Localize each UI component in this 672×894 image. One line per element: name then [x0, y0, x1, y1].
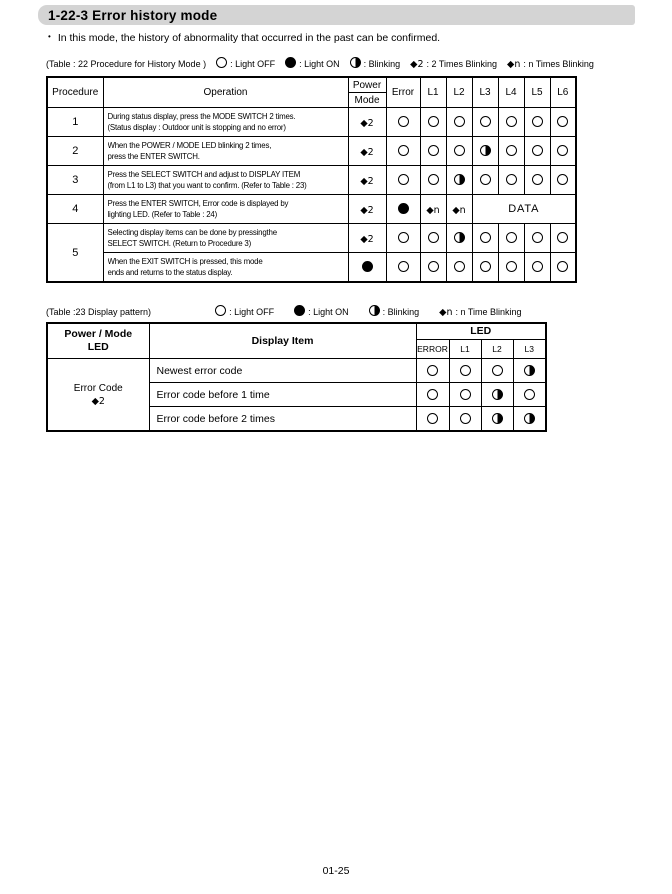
operation-cell: [103, 253, 348, 283]
led-state-cell: [420, 166, 446, 195]
error-code-group-cell: [47, 359, 149, 432]
led-blink-icon: [350, 57, 361, 68]
power-mode-cell: [348, 166, 386, 195]
led-off-icon: [460, 365, 471, 376]
display-pattern-row: [47, 359, 546, 383]
power-mode-led-line2: LED: [87, 341, 109, 353]
operation-text: [104, 167, 348, 194]
table22-legend: [46, 57, 604, 70]
legend-item-label: : Light OFF: [229, 307, 275, 317]
led-state-cell: [446, 108, 472, 137]
diamond-n-blink-symbol: ◆n: [426, 205, 440, 216]
led-off-icon: [557, 174, 568, 185]
led-off-icon: [506, 174, 517, 185]
led-blink-icon: [524, 413, 535, 424]
led-off-icon: [460, 413, 471, 424]
led-state-cell: [449, 407, 481, 432]
led-blink-icon: [524, 365, 535, 376]
col-header-power-mode-led: [47, 323, 149, 359]
operation-cell: [103, 195, 348, 224]
power-mode-cell: [348, 108, 386, 137]
col-header-l6: L6: [550, 77, 576, 108]
led-state-cell: [386, 137, 420, 166]
section-title: 1-22-3 Error history mode: [48, 7, 218, 23]
led-off-icon: [506, 261, 517, 272]
diamond-2-blink-symbol: ◆2: [91, 395, 105, 407]
led-off-icon: [398, 232, 409, 243]
led-state-cell: [472, 137, 498, 166]
led-blink-icon: [369, 305, 380, 316]
led-state-cell: [550, 166, 576, 195]
page-number: 01-25: [322, 865, 350, 877]
legend-item: [215, 307, 274, 317]
operation-text-line: During status display, press the MODE SWITCH 2 times.: [107, 111, 296, 121]
operation-text-line: Press the ENTER SWITCH, Error code is displayed by: [107, 198, 289, 208]
led-state-cell: [449, 359, 481, 383]
led-state-cell: [446, 195, 472, 224]
led-blink-icon: [480, 145, 491, 156]
led-off-icon: [398, 116, 409, 127]
led-state-cell: [524, 137, 550, 166]
table23-legend: [46, 305, 542, 318]
led-state-cell: [449, 383, 481, 407]
led-state-cell: [498, 253, 524, 283]
col-header-procedure: Procedure: [47, 77, 103, 108]
diamond-n-blink-symbol: ◆n: [452, 205, 466, 216]
display-item-cell: Error code before 1 time: [149, 383, 416, 407]
bullet-icon: •: [48, 32, 51, 41]
led-off-icon: [428, 116, 439, 127]
led-state-cell: [524, 166, 550, 195]
led-off-icon: [480, 232, 491, 243]
legend-item-label: : Light ON: [299, 59, 340, 69]
legend-item-label: : Blinking: [363, 59, 401, 69]
led-on-icon: [362, 261, 373, 272]
table22-caption: (Table : 22 Procedure for History Mode ): [46, 59, 207, 69]
led-state-cell: [386, 166, 420, 195]
led-off-icon: [557, 116, 568, 127]
legend-item: [294, 307, 349, 317]
led-state-cell: [446, 166, 472, 195]
diamond-n-blink-symbol: ◆n: [507, 59, 521, 70]
diamond-2-blink-symbol: ◆2: [360, 234, 374, 245]
led-state-cell: [420, 137, 446, 166]
led-blink-icon: [492, 389, 503, 400]
led-state-cell: [416, 359, 449, 383]
led-state-cell: [513, 359, 546, 383]
legend-item-label: : n Time Blinking: [455, 307, 522, 317]
led-blink-icon: [454, 174, 465, 185]
led-state-cell: [446, 253, 472, 283]
led-state-cell: [416, 383, 449, 407]
operation-text-line: When the POWER / MODE LED blinking 2 times,: [107, 140, 272, 150]
operation-text: [104, 138, 348, 165]
led-off-icon: [532, 232, 543, 243]
led-off-icon: [215, 305, 226, 316]
display-pattern-table: [46, 322, 547, 432]
procedure-row: [47, 137, 576, 166]
col-header-operation: Operation: [103, 77, 348, 108]
led-off-icon: [428, 261, 439, 272]
power-mode-cell: [348, 224, 386, 253]
procedure-number-cell: 4: [47, 195, 103, 224]
operation-cell: [103, 108, 348, 137]
led-off-icon: [532, 145, 543, 156]
power-mode-cell: [348, 253, 386, 283]
led-state-cell: [472, 166, 498, 195]
operation-text-line: (from L1 to L3) that you want to confirm. (Refer to Table : 23): [107, 180, 307, 190]
led-off-icon: [532, 261, 543, 272]
legend-item: [350, 59, 401, 69]
legend-item: [216, 59, 275, 69]
display-item-cell: Newest error code: [149, 359, 416, 383]
operation-text-line: (Status display : Outdoor unit is stopping and no error): [107, 122, 286, 132]
led-state-cell: [416, 407, 449, 432]
led-off-icon: [398, 174, 409, 185]
led-off-icon: [532, 174, 543, 185]
led-state-cell: [524, 108, 550, 137]
legend-item: [507, 59, 594, 69]
led-off-icon: [557, 232, 568, 243]
led-off-icon: [506, 232, 517, 243]
operation-cell: [103, 166, 348, 195]
table23-caption: (Table :23 Display pattern): [46, 307, 152, 317]
led-off-icon: [532, 116, 543, 127]
col-header-led-group: LED: [416, 323, 546, 340]
section-title-bar: [38, 5, 635, 25]
led-off-icon: [480, 174, 491, 185]
led-blink-icon: [492, 413, 503, 424]
legend-item-label: : Light ON: [308, 307, 349, 317]
display-item-cell: Error code before 2 times: [149, 407, 416, 432]
led-off-icon: [460, 389, 471, 400]
led-off-icon: [427, 365, 438, 376]
operation-text: [104, 196, 348, 223]
col-header-l1: L1: [420, 77, 446, 108]
led-off-icon: [557, 261, 568, 272]
legend-item: [439, 307, 521, 317]
diamond-2-blink-symbol: ◆2: [360, 118, 374, 129]
col-header-error: ERROR: [416, 340, 449, 359]
diamond-2-blink-symbol: ◆2: [360, 205, 374, 216]
led-off-icon: [480, 261, 491, 272]
procedure-number-cell: 1: [47, 108, 103, 137]
led-state-cell: [420, 253, 446, 283]
operation-cell: [103, 224, 348, 253]
col-header-l2: L2: [481, 340, 513, 359]
led-off-icon: [398, 145, 409, 156]
led-state-cell: [550, 108, 576, 137]
col-header-mode: Mode: [348, 93, 386, 108]
led-state-cell: [386, 108, 420, 137]
led-state-cell: [481, 407, 513, 432]
table23-legend-items: [215, 307, 541, 317]
operation-text: [104, 254, 348, 281]
led-state-cell: [420, 108, 446, 137]
power-mode-cell: [348, 137, 386, 166]
col-header-error: Error: [386, 77, 420, 108]
intro-line: [48, 32, 440, 44]
diamond-2-blink-symbol: ◆2: [360, 147, 374, 158]
led-state-cell: [513, 383, 546, 407]
procedure-number-cell: 3: [47, 166, 103, 195]
procedure-number-cell: 2: [47, 137, 103, 166]
led-off-icon: [454, 145, 465, 156]
led-off-icon: [428, 232, 439, 243]
led-off-icon: [427, 413, 438, 424]
col-header-l3: L3: [472, 77, 498, 108]
col-header-l3: L3: [513, 340, 546, 359]
led-state-cell: [550, 253, 576, 283]
led-off-icon: [454, 261, 465, 272]
led-off-icon: [454, 116, 465, 127]
operation-text-line: When the EXIT SWITCH is pressed, this mode: [107, 256, 263, 266]
led-state-cell: [446, 224, 472, 253]
operation-text-line: press the ENTER SWITCH.: [107, 151, 200, 161]
operation-text-line: Selecting display items can be done by pressingthe: [107, 227, 277, 237]
led-state-cell: [498, 137, 524, 166]
led-state-cell: [498, 108, 524, 137]
power-mode-led-line1: Power / Mode: [64, 328, 133, 340]
led-state-cell: [472, 253, 498, 283]
led-state-cell: [550, 224, 576, 253]
col-header-l1: L1: [449, 340, 481, 359]
diamond-2-blink-symbol: ◆2: [410, 59, 424, 70]
operation-cell: [103, 137, 348, 166]
legend-item-label: : 2 Times Blinking: [426, 59, 498, 69]
operation-text: [104, 109, 348, 136]
legend-item-label: : Blinking: [382, 307, 420, 317]
led-on-icon: [285, 57, 296, 68]
operation-text: [104, 225, 348, 252]
error-code-label: Error Code: [73, 382, 123, 394]
led-state-cell: [498, 224, 524, 253]
led-state-cell: [386, 253, 420, 283]
led-state-cell: [420, 195, 446, 224]
led-off-icon: [428, 145, 439, 156]
led-state-cell: [513, 407, 546, 432]
operation-text-line: ends and returns to the status display.: [107, 267, 233, 277]
procedure-number-cell: 5: [47, 224, 103, 283]
procedure-row: [47, 224, 576, 253]
col-header-display-item: Display Item: [149, 323, 416, 359]
col-header-power: Power: [348, 77, 386, 93]
legend-item-label: : n Times Blinking: [523, 59, 594, 69]
operation-text-line: Press the SELECT SWITCH and adjust to DISPLAY ITEM: [107, 169, 301, 179]
procedure-row: [47, 166, 576, 195]
procedure-row: [47, 195, 576, 224]
legend-item: [285, 59, 340, 69]
led-state-cell: [386, 195, 420, 224]
col-header-l4: L4: [498, 77, 524, 108]
led-on-icon: [398, 203, 409, 214]
col-header-l5: L5: [524, 77, 550, 108]
diamond-2-blink-symbol: ◆2: [360, 176, 374, 187]
procedure-row: [47, 108, 576, 137]
led-on-icon: [294, 305, 305, 316]
led-blink-icon: [454, 232, 465, 243]
led-off-icon: [506, 116, 517, 127]
led-state-cell: [524, 224, 550, 253]
led-off-icon: [480, 116, 491, 127]
error-code-symbol: [48, 395, 149, 408]
led-state-cell: [386, 224, 420, 253]
led-state-cell: [498, 166, 524, 195]
operation-text-line: SELECT SWITCH. (Return to Procedure 3): [107, 238, 252, 248]
led-off-icon: [492, 365, 503, 376]
table22-legend-items: [216, 59, 604, 69]
led-state-cell: [524, 253, 550, 283]
intro-text: In this mode, the history of abnormality that occurred in the past can be confirmed.: [57, 32, 441, 44]
led-off-icon: [557, 145, 568, 156]
led-off-icon: [427, 389, 438, 400]
legend-item: [369, 307, 420, 317]
led-off-icon: [428, 174, 439, 185]
led-off-icon: [524, 389, 535, 400]
history-procedure-table: [46, 76, 577, 283]
led-state-cell: [472, 224, 498, 253]
power-mode-cell: [348, 195, 386, 224]
led-state-cell: [446, 137, 472, 166]
led-off-icon: [398, 261, 409, 272]
legend-item-label: : Light OFF: [230, 59, 276, 69]
legend-item: [410, 59, 497, 69]
led-state-cell: [481, 359, 513, 383]
led-state-cell: [550, 137, 576, 166]
led-state-cell: [481, 383, 513, 407]
led-off-icon: [216, 57, 227, 68]
procedure-row: [47, 253, 576, 283]
col-header-l2: L2: [446, 77, 472, 108]
data-span-cell: DATA: [472, 195, 576, 224]
diamond-n-blink-symbol: ◆n: [439, 307, 453, 318]
led-state-cell: [420, 224, 446, 253]
operation-text-line: lighting LED. (Refer to Table : 24): [107, 209, 218, 219]
led-off-icon: [506, 145, 517, 156]
led-state-cell: [472, 108, 498, 137]
